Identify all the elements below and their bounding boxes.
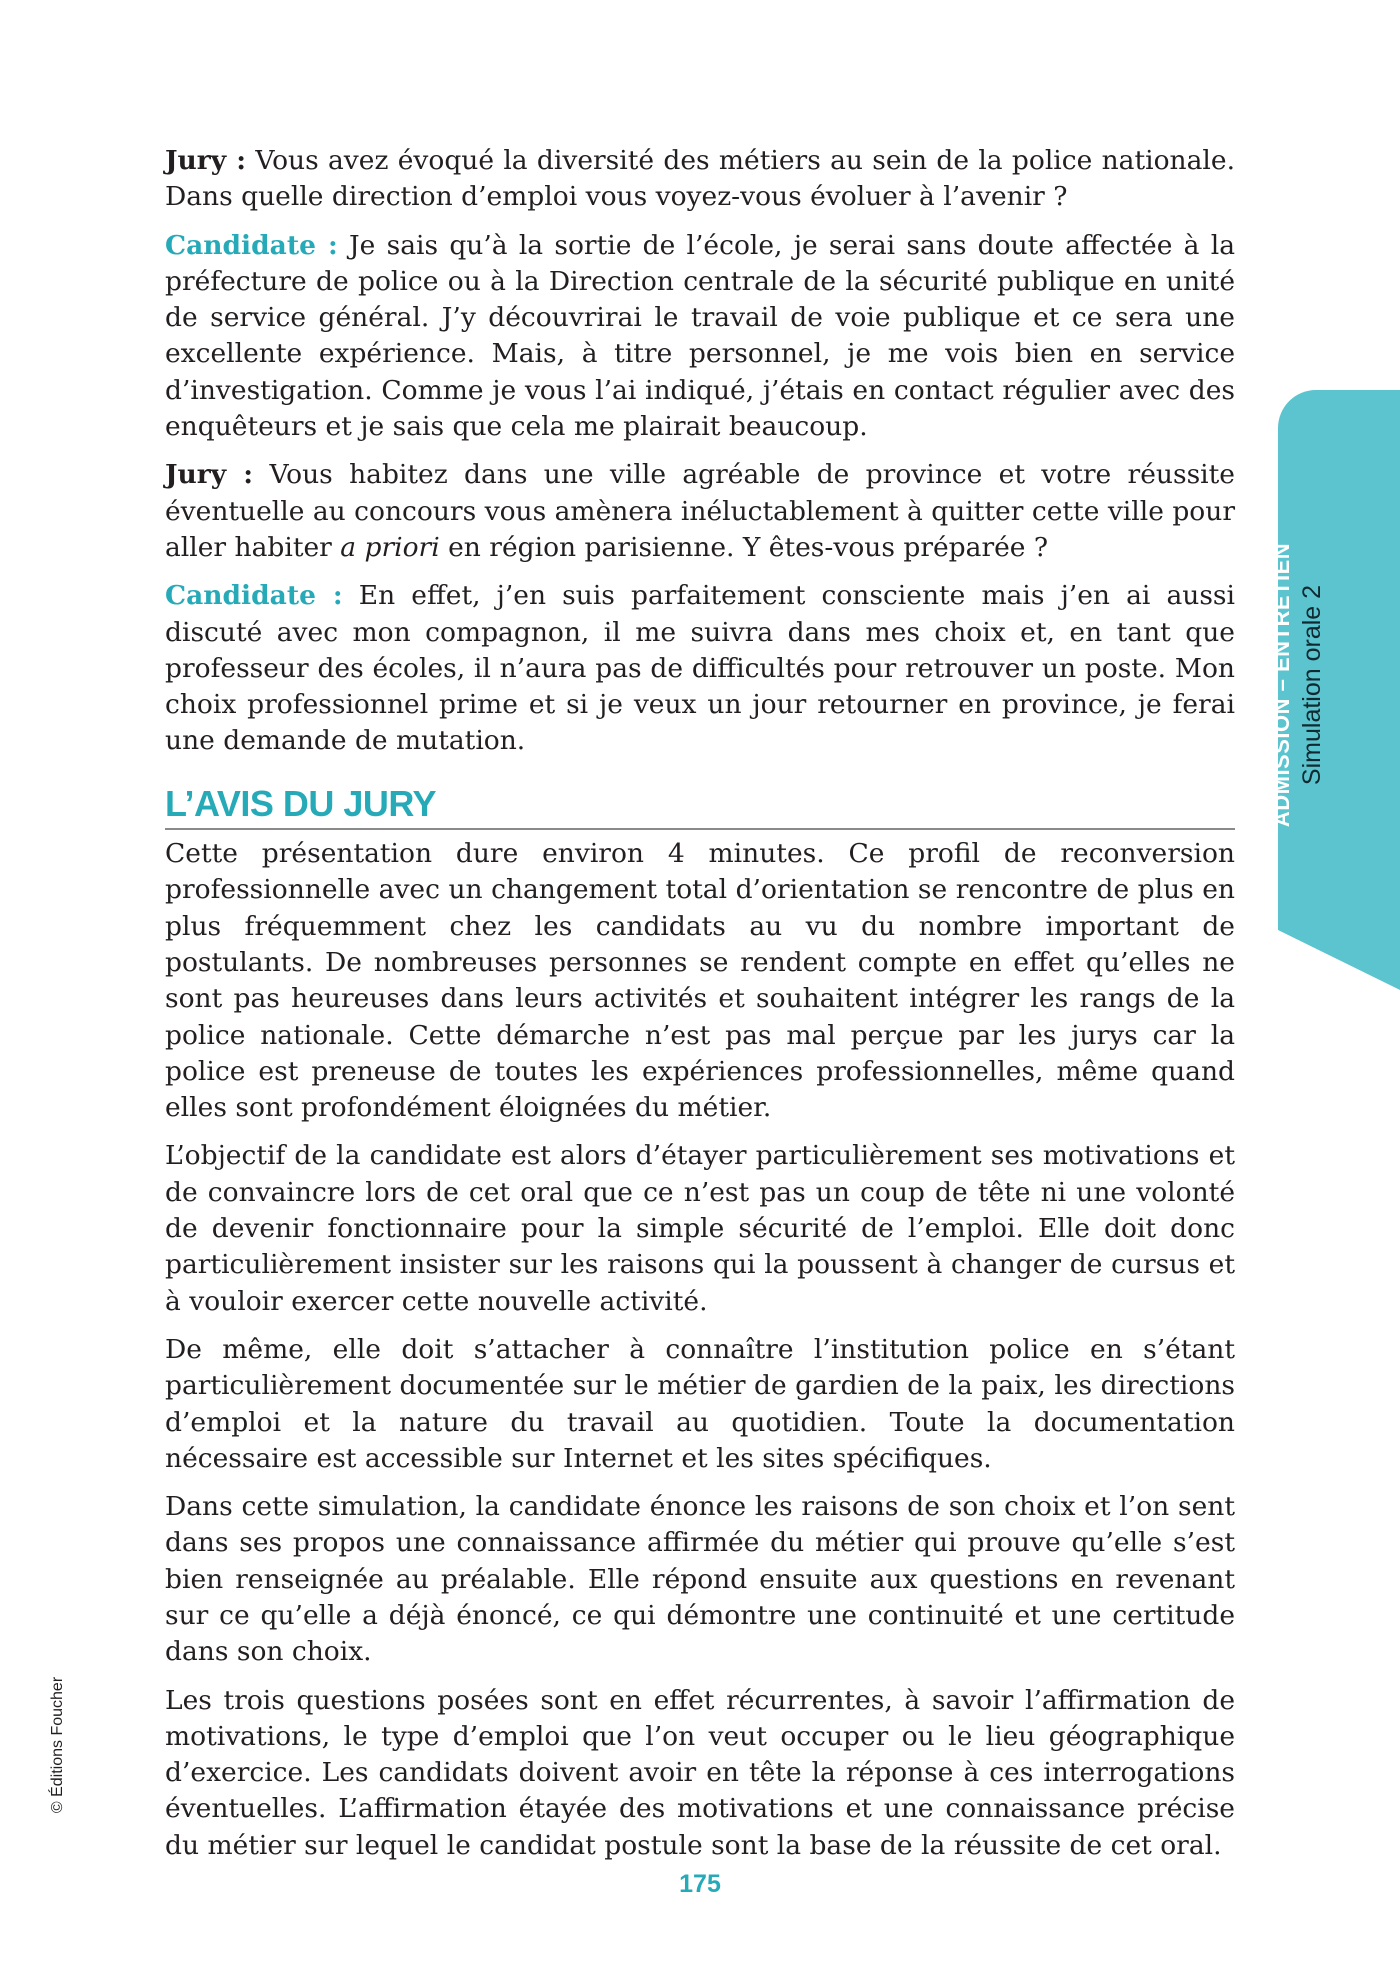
- dialogue-italic-text: a priori: [340, 531, 440, 563]
- page-content: [165, 143, 1235, 1876]
- section-paragraph: De même, elle doit s’attacher à connaître l’institution police en s’étant particulièrement documentée sur le métier de gardien de la paix, les directions d’emploi et la nature du travail au quotidien. Toute la documentation nécessaire est accessible sur Internet et les sites spécifiques.: [165, 1333, 1235, 1474]
- section-paragraph: Cette présentation dure environ 4 minutes. Ce profil de reconversion professionnelle avec un changement total d’orientation se rencontre de plus en plus fréquemment chez les candidats au vu du nombre important de postulants. De nombreuses personnes se rendent compte en effet qu’elles ne sont pas heureuses dans leurs activités et souhaitent intégrer les rangs de la police nationale. Cette démarche n’est pas mal perçue par les jurys car la police est preneuse de toutes les expériences professionnelles, même quand elles sont profondément éloignées du métier.: [165, 838, 1235, 1124]
- section-paragraph: Les trois questions posées sont en effet récurrentes, à savoir l’affirmation de motivations, le type d’emploi que l’on veut occuper ou le lieu géographique d’exercice. Les candidats doivent avoir en tête la réponse à ces interrogations éventuelles. L’affirmation étayée des motivations et une connaissance précise du métier sur lequel le candidat postule sont la base de la réussite de cet oral.: [165, 1684, 1235, 1861]
- dialogue-text: En effet, j’en suis parfaitement consciente mais j’en ai aussi discuté avec mon compagnon, il me suivra dans mes choix et, en tant que professeur des écoles, il n’aura pas de difficultés pour retrouver un poste. Mon choix professionnel prime et si je veux un jour retourner en province, je ferai une demande de mutation.: [165, 580, 1235, 757]
- side-tab-label: [1267, 543, 1327, 827]
- dialogue-text: Je sais qu’à la sortie de l’école, je serai sans doute affectée à la préfecture de police ou à la Direction centrale de la sécurité publique en unité de service général. J’y découvrirai le travail de voie publique et ce sera une excellente expérience. Mais, à titre personnel, je me vois bien en service d’investigation. Comme je vous l’ai indiqué, j’étais en contact régulier avec des enquêteurs et je sais que cela me plairait beaucoup.: [165, 229, 1235, 443]
- dialogue-paragraph: [165, 143, 1235, 216]
- dialogue-text: en région parisienne. Y êtes-vous préparée ?: [439, 531, 1049, 563]
- section-paragraph: Dans cette simulation, la candidate énonce les raisons de son choix et l’on sent dans ses propos une connaissance affirmée du métier qui prouve qu’elle s’est bien renseignée au préalable. Elle répond ensuite aux questions en revenant sur ce qu’elle a déjà énoncé, ce qui démontre une continuité et une certitude dans son choix.: [165, 1491, 1235, 1668]
- speaker-label: Jury :: [165, 459, 254, 491]
- speaker-label: Candidate :: [165, 580, 343, 612]
- section-title: L’AVIS DU JURY: [165, 786, 1235, 830]
- dialogue-paragraph: [165, 228, 1235, 446]
- speaker-label: Jury :: [165, 145, 247, 176]
- copyright-notice: © Éditions Foucher: [49, 1676, 66, 1814]
- section-paragraph: L’objectif de la candidate est alors d’étayer particulièrement ses motivations et de convaincre lors de cet oral que ce n’est pas un coup de tête ni une volonté de devenir fonctionnaire pour la simple sécurité de l’emploi. Elle doit donc particulièrement insister sur les raisons qui la poussent à changer de cursus et à vouloir exercer cette nouvelle activité.: [165, 1140, 1235, 1317]
- side-tab-subsection: Simulation orale 2: [1298, 584, 1326, 786]
- dialogue-paragraph: [165, 457, 1235, 566]
- dialogue-text: Vous habitez dans une ville agréable de province et votre réussite éventuelle au concours vous amènera inéluctablement à quitter cette ville pour aller habiter: [165, 459, 1235, 563]
- page-number: 175: [679, 1870, 721, 1898]
- dialogue-paragraph: [165, 578, 1235, 759]
- side-tab-section: ADMISSION – ENTRETIEN: [1269, 542, 1294, 828]
- speaker-label: Candidate :: [165, 229, 338, 261]
- dialogue-text: Vous avez évoqué la diversité des métiers au sein de la police nationale. Dans quelle direction d’emploi vous voyez-vous évoluer à l’avenir ?: [165, 145, 1235, 213]
